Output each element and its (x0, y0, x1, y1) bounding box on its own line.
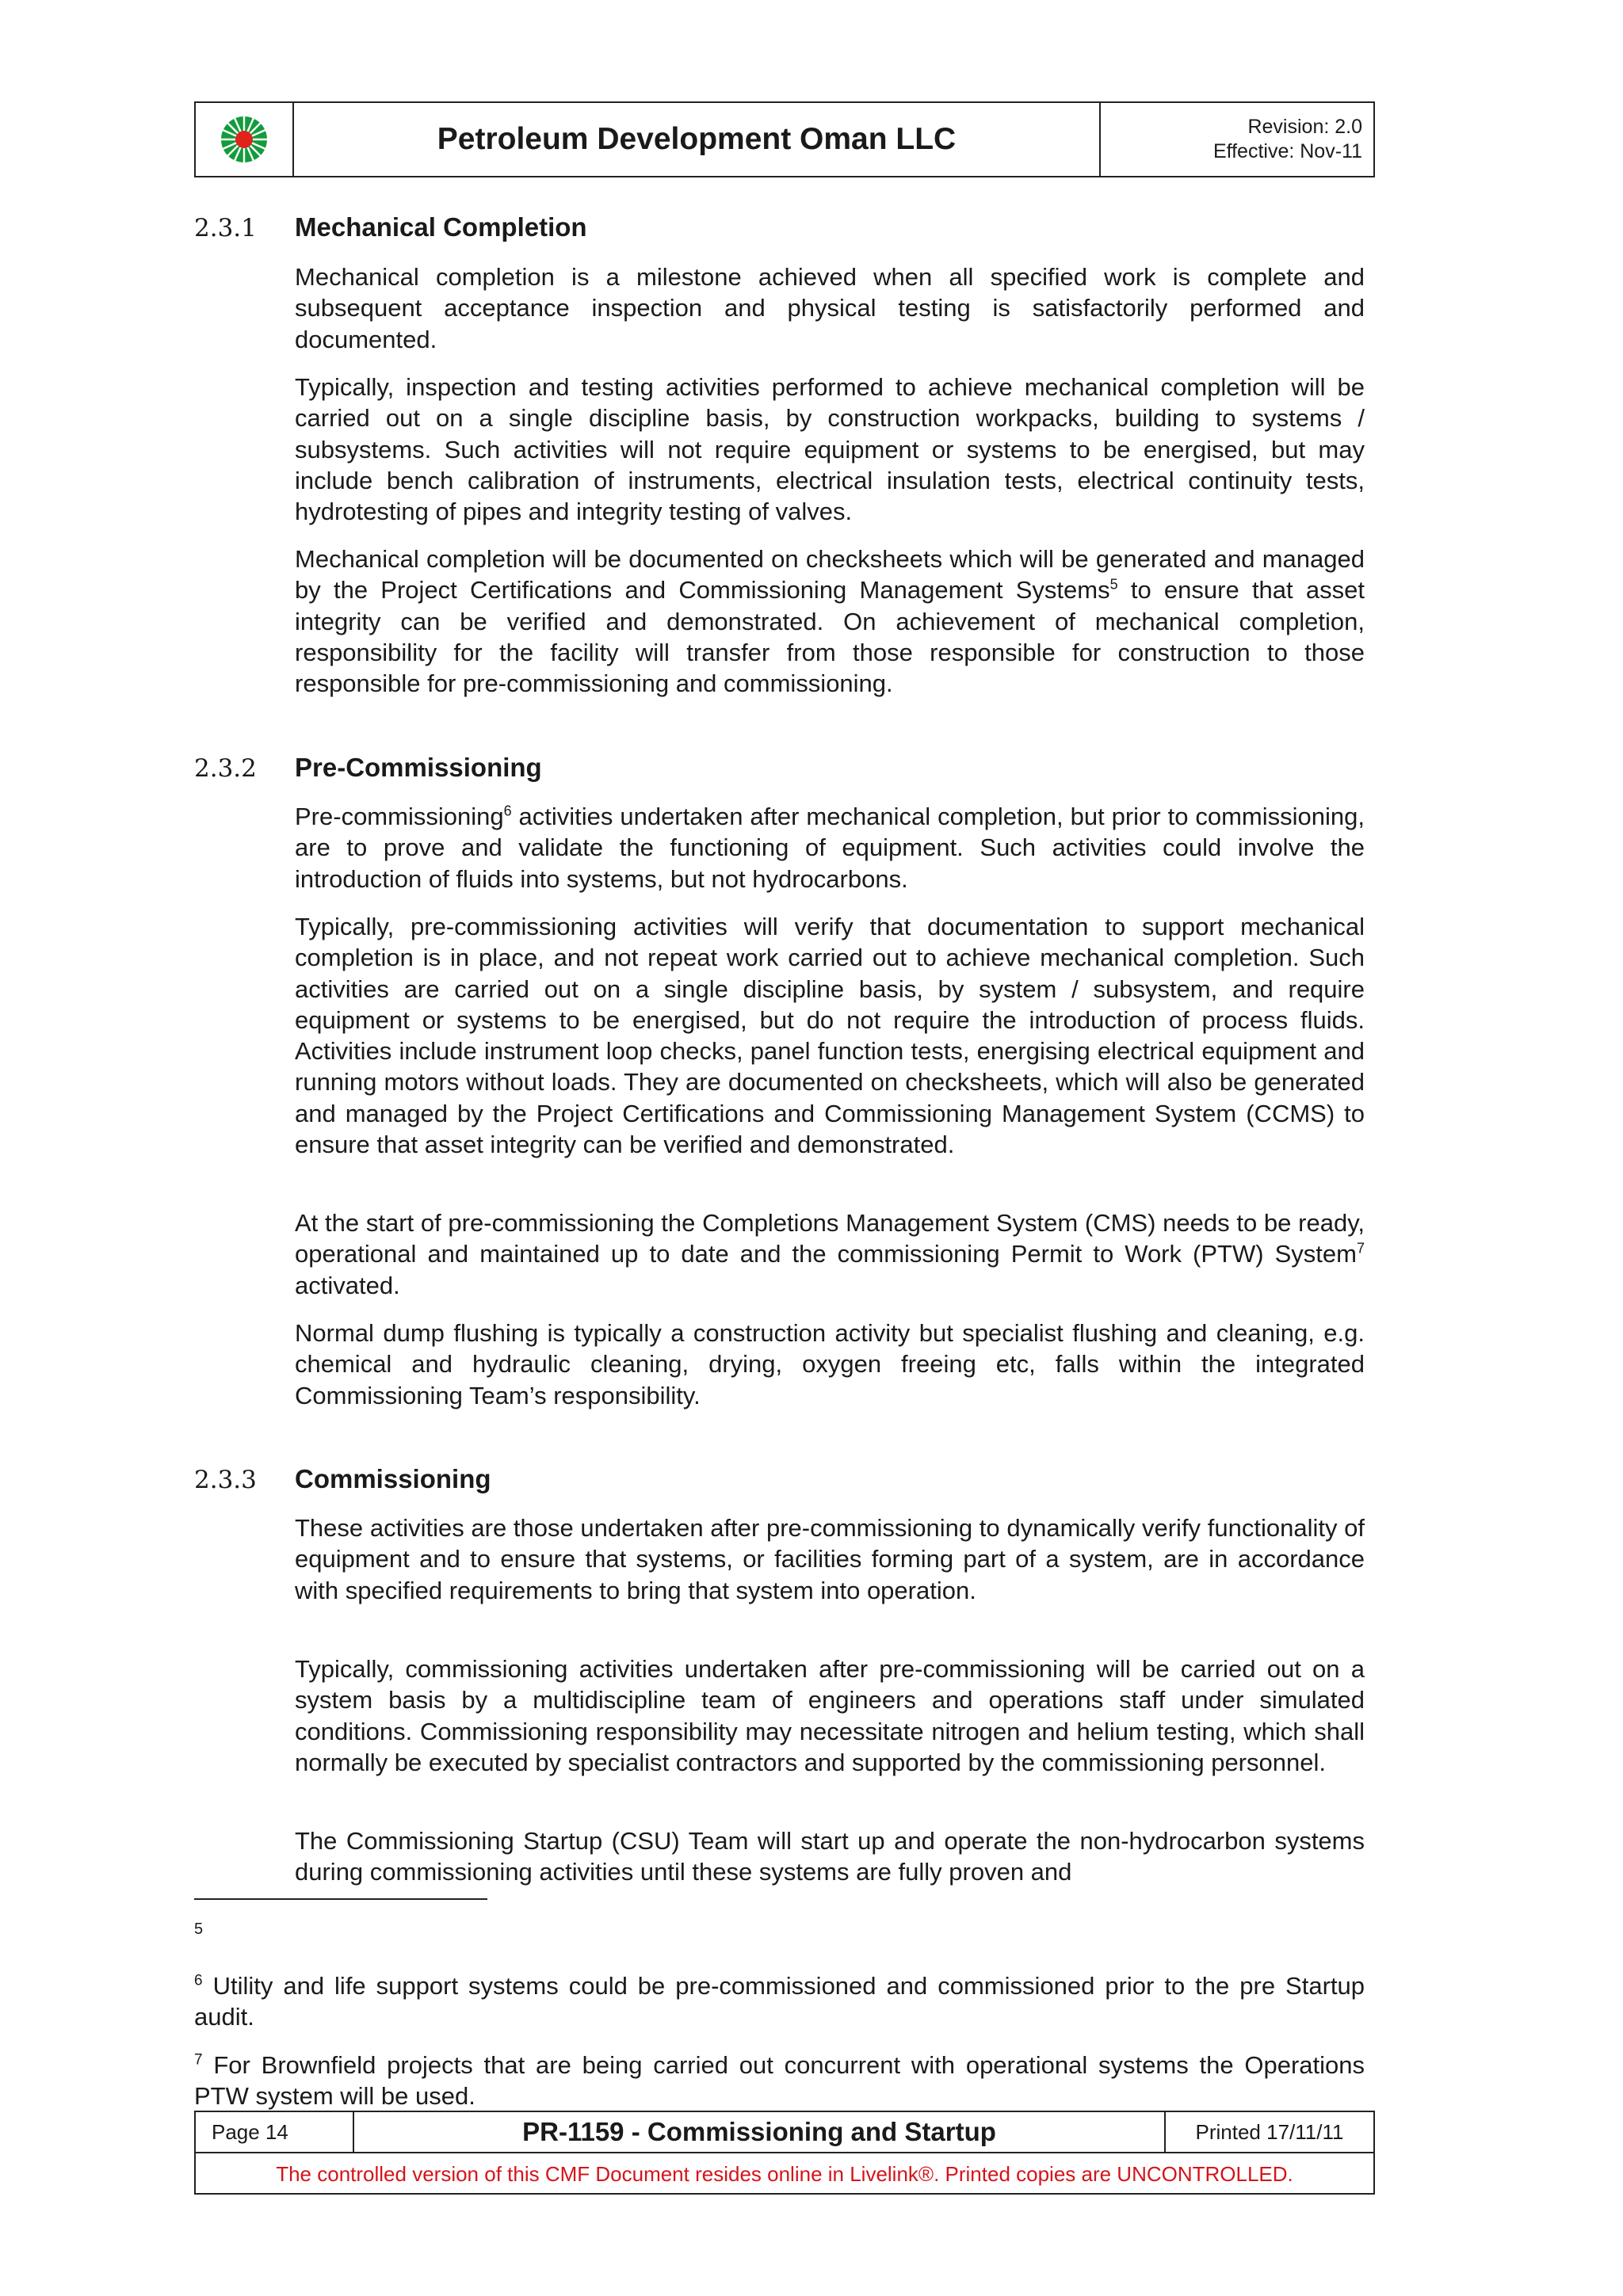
revision-label: Revision: 2.0 (1247, 116, 1362, 138)
paragraph: Normal dump flushing is typically a construction activity but specialist flushing and cleaning, e.g. chemical and hydraulic cleaning, drying, oxygen freeing etc, falls within the integrated Commissioning Team’s responsibility. (295, 1319, 1365, 1409)
footnote-ref[interactable]: 5 (1109, 576, 1118, 593)
paragraph: Typically, pre-commissioning activities will verify that documentation to support mechanical completion is in place, and not repeat work carried out to achieve mechanical completion. Such activities are carried out on a single discipline basis, by system / subsystem, and require equipment or systems to be energised, but do not require the introduction of process fluids. Activities include instrument loop checks, panel function tests, energising electrical equipment and running motors without loads. They are documented on checksheets, which will also be generated and managed by the Project Certifications and Commissioning Management System (CCMS) to ensure that asset integrity can be verified and demonstrated. (295, 913, 1365, 1159)
revision-info (1101, 103, 1373, 176)
section-title: Commissioning (295, 1464, 491, 1493)
footnote-divider (194, 1898, 487, 1900)
section-title: Pre-Commissioning (295, 753, 542, 782)
footnote-5: 5 (194, 1920, 204, 1938)
section-number: 2.3.1 (194, 214, 257, 242)
paragraph: Pre-commissioning$^6$ activities undertaken after mechanical completion, but prior to commissioning, are to prove and validate the functioning of equipment. Such activities could involve the introduction of fluids into systems, but not hydrocarbons. (295, 803, 1365, 893)
page-number: Page 14 (196, 2112, 354, 2152)
paragraph: Mechanical completion will be documented on checksheets which will be generated and managed by the Project Certifications and Commissioning Management Systems$^5$ to ensure that asset integrity can be verified and demonstrated. On achievement of mechanical completion, responsibility for the facility will transfer from those responsible for construction to those responsible for pre-commissioning and commissioning. (295, 545, 1365, 698)
pdo-logo-icon (220, 115, 269, 164)
footnote-6: $^6$ Utility and life support systems could be pre-commissioned and commissioned prior to the pre Startup audit. (194, 1972, 1365, 2031)
effective-date: Effective: Nov-11 (1212, 140, 1362, 162)
footnote-ref[interactable]: 6 (503, 803, 512, 819)
section-title: Mechanical Completion (295, 212, 587, 242)
footnote-7: $^7$ For Brownfield projects that are being carried out concurrent with operational systems the Operations PTW system will be used. (194, 2051, 1365, 2110)
section-number: 2.3.3 (194, 1466, 257, 1494)
paragraph: Typically, commissioning activities undertaken after pre-commissioning will be carried out on a system basis by a multidiscipline team of engineers and operations staff under simulated conditions. Commissioning responsibility may necessitate nitrogen and helium testing, which shall normally be executed by specialist contractors and supported by the commissioning personnel. (295, 1655, 1365, 1776)
document-header (194, 101, 1375, 177)
document-title: PR-1159 - Commissioning and Startup (354, 2112, 1166, 2152)
document-footer (194, 2111, 1375, 2195)
logo-cell (196, 103, 294, 176)
paragraph: Typically, inspection and testing activities performed to achieve mechanical completion will be carried out on a single discipline basis, by construction workpacks, building to systems / subsystems. Such activities will not require equipment or systems to be energised, but may include bench calibration of instruments, electrical insulation tests, electrical continuity tests, hydrotesting of pipes and integrity testing of valves. (295, 373, 1365, 526)
paragraph: The Commissioning Startup (CSU) Team will start up and operate the non-hydrocarbon systems during commissioning activities until these systems are fully proven and (295, 1827, 1365, 1886)
company-name: Petroleum Development Oman LLC (294, 103, 1101, 176)
paragraph: At the start of pre-commissioning the Completions Management System (CMS) needs to be ready, operational and maintained up to date and the commissioning Permit to Work (PTW) System$^7$ activated. (295, 1209, 1365, 1299)
paragraph: These activities are those undertaken after pre-commissioning to dynamically verify functionality of equipment and to ensure that systems, or facilities forming part of a system, are in accordance with specified requirements to bring that system into operation. (295, 1514, 1365, 1604)
footnote-ref[interactable]: 7 (1356, 1240, 1365, 1257)
printed-date: Printed 17/11/11 (1195, 2119, 1344, 2144)
paragraph: Mechanical completion is a milestone achieved when all specified work is complete and subsequent acceptance inspection and physical testing is satisfactorily performed and documented. (295, 263, 1365, 353)
section-number: 2.3.2 (194, 754, 257, 783)
controlled-notice: The controlled version of this CMF Document resides online in Livelink®. Printed copies are UNCONTROLLED. (276, 2161, 1293, 2186)
